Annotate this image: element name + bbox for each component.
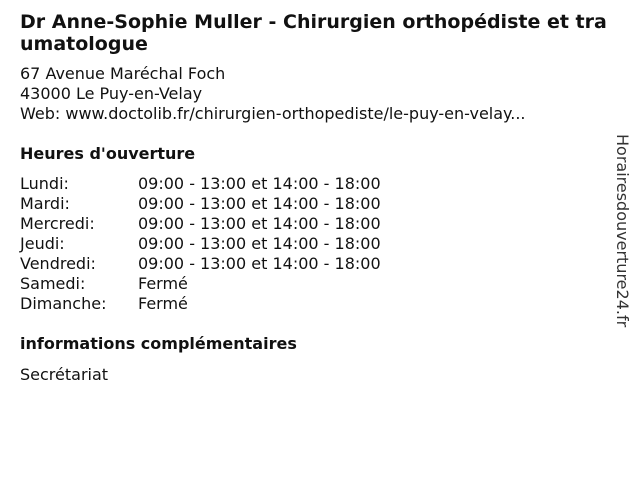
hours-row-sunday	[20, 294, 381, 314]
hours-row-tuesday	[20, 194, 381, 214]
hours-heading: Heures d'ouverture	[20, 144, 196, 163]
hours-row-friday	[20, 254, 381, 274]
hours-row-thursday	[20, 234, 381, 254]
website-link[interactable]: Web: www.doctolib.fr/chirurgien-orthopediste/le-puy-en-velay...	[20, 104, 526, 123]
city-address: 43000 Le Puy-en-Velay	[20, 84, 203, 103]
info-heading: informations complémentaires	[20, 334, 297, 353]
time-value: 09:00 - 13:00 et 14:00 - 18:00	[138, 234, 381, 253]
day-label: Jeudi:	[20, 234, 65, 253]
watermark: Horairesdouverture24.fr	[613, 134, 632, 328]
street-address: 67 Avenue Maréchal Foch	[20, 64, 226, 83]
day-label: Mercredi:	[20, 214, 95, 233]
hours-row-monday	[20, 174, 381, 194]
page-title: Dr Anne-Sophie Muller - Chirurgien orthopédiste et traumatologue	[20, 11, 607, 55]
hours-row-wednesday	[20, 214, 381, 234]
day-label: Vendredi:	[20, 254, 96, 273]
day-label: Samedi:	[20, 274, 86, 293]
day-label: Dimanche:	[20, 294, 107, 313]
time-value: Fermé	[138, 274, 188, 293]
time-value: Fermé	[138, 294, 188, 313]
day-label: Lundi:	[20, 174, 69, 193]
opening-hours-table	[20, 174, 381, 314]
hours-row-saturday	[20, 274, 381, 294]
address-block	[20, 64, 526, 124]
time-value: 09:00 - 13:00 et 14:00 - 18:00	[138, 254, 381, 273]
time-value: 09:00 - 13:00 et 14:00 - 18:00	[138, 174, 381, 193]
time-value: 09:00 - 13:00 et 14:00 - 18:00	[138, 194, 381, 213]
day-label: Mardi:	[20, 194, 70, 213]
info-text: Secrétariat	[20, 365, 109, 384]
time-value: 09:00 - 13:00 et 14:00 - 18:00	[138, 214, 381, 233]
